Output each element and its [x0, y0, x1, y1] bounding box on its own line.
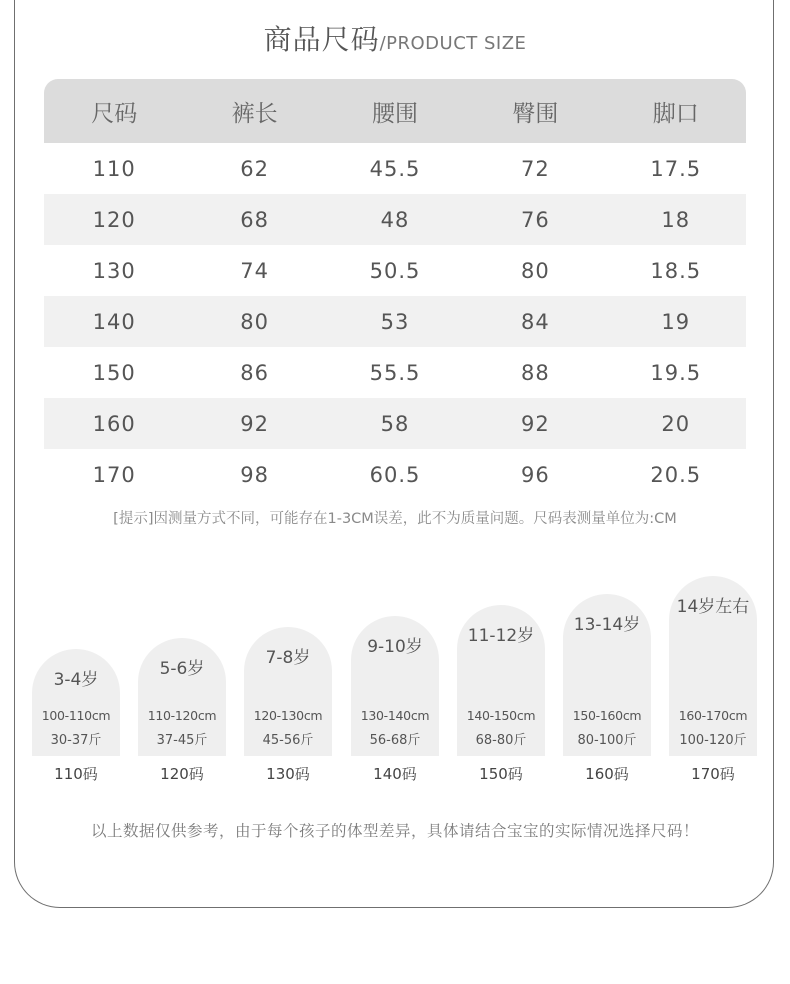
header-size: 尺码 [44, 79, 184, 143]
table-cell: 74 [240, 258, 269, 283]
table-cell: 130 [92, 258, 136, 283]
header-hip: 臀围 [465, 79, 605, 143]
age-label: 11-12岁 [467, 626, 535, 646]
table-cell: 92 [184, 398, 324, 449]
table-cell: 20 [606, 398, 746, 449]
weight-range: 56-68斤 [369, 733, 421, 748]
table-cell: 60.5 [369, 462, 421, 487]
header-waist: 腰围 [325, 79, 465, 143]
title-cn: 商品尺码 [263, 23, 380, 56]
table-cell: 17.5 [650, 156, 702, 181]
table-cell: 86 [240, 360, 269, 385]
table-cell: 110 [92, 156, 136, 181]
table-row [44, 143, 746, 194]
size-code: 170码 [691, 765, 735, 783]
table-cell: 50.5 [369, 258, 421, 283]
age-label: 7-8岁 [265, 648, 311, 668]
table-cell: 92 [465, 398, 605, 449]
table-row [44, 245, 746, 296]
table-cell: 58 [325, 398, 465, 449]
reference-note: 以上数据仅供参考，由于每个孩子的体型差异，具体请结合宝宝的实际情况选择尺码！ [90, 822, 699, 840]
table-row [44, 347, 746, 398]
age-label: 14岁左右 [676, 597, 750, 617]
age-label: 5-6岁 [159, 659, 205, 679]
table-row [44, 296, 746, 347]
table-cell: 170 [92, 462, 136, 487]
table-cell: 45.5 [369, 156, 421, 181]
size-code: 110码 [54, 765, 98, 783]
table-cell: 18.5 [650, 258, 702, 283]
size-code: 150码 [479, 765, 523, 783]
height-range: 100-110cm [41, 708, 111, 723]
header-pants-length: 裤长 [184, 79, 324, 143]
height-range: 130-140cm [360, 708, 430, 723]
table-cell: 19.5 [650, 360, 702, 385]
size-code: 160码 [585, 765, 629, 783]
table-cell: 48 [325, 194, 465, 245]
table-header-row [44, 79, 746, 143]
weight-range: 80-100斤 [577, 733, 637, 748]
height-range: 150-160cm [572, 708, 642, 723]
weight-range: 68-80斤 [475, 733, 527, 748]
table-cell: 150 [92, 360, 136, 385]
size-code: 130码 [266, 765, 310, 783]
table-row [44, 194, 746, 245]
size-code: 140码 [373, 765, 417, 783]
age-label: 9-10岁 [367, 637, 423, 657]
title-en: /PRODUCT SIZE [379, 33, 527, 54]
table-cell: 55.5 [369, 360, 421, 385]
page-title [0, 18, 790, 58]
table-cell: 53 [325, 296, 465, 347]
table-row [44, 398, 746, 449]
height-range: 160-170cm [678, 708, 748, 723]
table-cell: 19 [606, 296, 746, 347]
size-code: 120码 [160, 765, 204, 783]
table-cell: 72 [521, 156, 550, 181]
table-cell: 96 [521, 462, 550, 487]
size-table [44, 79, 746, 500]
table-cell: 160 [44, 398, 184, 449]
table-cell: 62 [240, 156, 269, 181]
table-cell: 68 [184, 194, 324, 245]
height-range: 110-120cm [147, 708, 217, 723]
table-cell: 88 [521, 360, 550, 385]
table-cell: 98 [240, 462, 269, 487]
table-row [44, 449, 746, 500]
height-range: 140-150cm [466, 708, 536, 723]
measurement-note: [提示]因测量方式不同，可能存在1-3CM误差，此不为质量问题。尺码表测量单位为:CM [113, 511, 677, 527]
table-cell: 120 [44, 194, 184, 245]
weight-range: 100-120斤 [679, 733, 747, 748]
table-cell: 84 [465, 296, 605, 347]
table-cell: 140 [44, 296, 184, 347]
age-label: 13-14岁 [573, 615, 641, 635]
height-range: 120-130cm [253, 708, 323, 723]
weight-range: 37-45斤 [156, 733, 208, 748]
table-cell: 18 [606, 194, 746, 245]
table-cell: 76 [465, 194, 605, 245]
table-cell: 80 [521, 258, 550, 283]
table-cell: 80 [184, 296, 324, 347]
table-cell: 20.5 [650, 462, 702, 487]
weight-range: 45-56斤 [262, 733, 314, 748]
weight-range: 30-37斤 [50, 733, 102, 748]
age-label: 3-4岁 [53, 670, 99, 690]
header-leg-opening: 脚口 [606, 79, 746, 143]
